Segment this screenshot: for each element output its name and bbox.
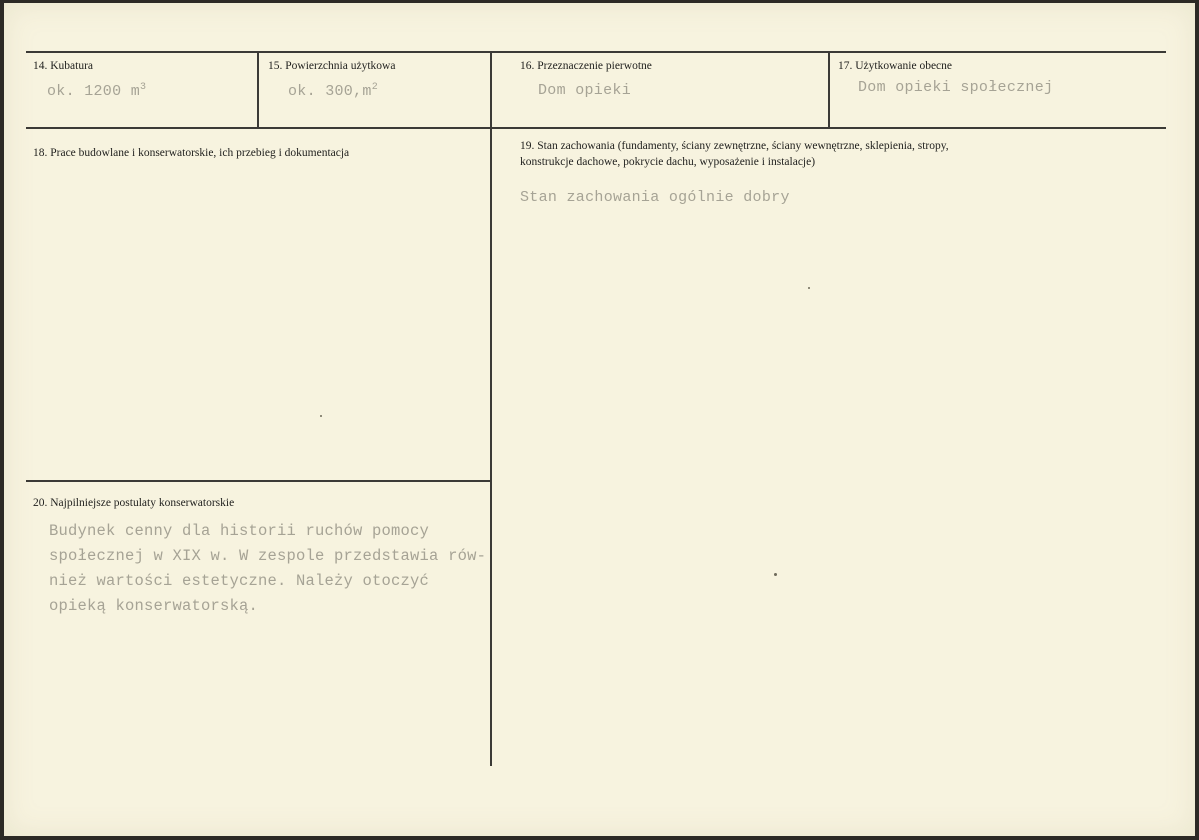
field-16-label: 16. Przeznaczenie pierwotne: [520, 60, 652, 72]
field-15-label: 15. Powierzchnia użytkowa: [268, 60, 396, 72]
section-20-line: społecznej w XIX w. W zespole przedstawia rów-: [49, 547, 487, 565]
section-20-line: nież wartości estetyczne. Należy otoczyć: [49, 572, 430, 590]
field-17-value: Dom opieki społecznej: [858, 79, 1054, 96]
section-20-line: opieką konserwatorską.: [49, 597, 259, 615]
field-16-value: Dom opieki: [538, 82, 632, 99]
divider-16-17: [828, 52, 830, 128]
paper-speck: [320, 415, 322, 417]
section-20-label: 20. Najpilniejsze postulaty konserwatorskie: [33, 497, 235, 509]
section-19-label-line1: 19. Stan zachowania (fundamenty, ściany zewnętrzne, ściany wewnętrzne, sklepienia, stropy,: [520, 140, 949, 152]
top-rule: [26, 51, 1166, 53]
section-20-rule: [26, 480, 492, 482]
header-bottom-rule: [26, 127, 1166, 129]
field-14-label: 14. Kubatura: [33, 60, 94, 72]
section-20-line: Budynek cenny dla historii ruchów pomocy: [49, 522, 430, 540]
section-18-label: 18. Prace budowlane i konserwatorskie, ich przebieg i dokumentacja: [33, 147, 350, 159]
field-15-value: ok. $300,m^2$: [288, 82, 379, 100]
inventory-card: [4, 3, 1195, 836]
field-14-value: ok. 1200 $m^3$: [47, 82, 147, 100]
section-19-value: Stan zachowania ogólnie dobry: [520, 189, 790, 206]
divider-14-15: [257, 52, 259, 128]
field-17-label: 17. Użytkowanie obecne: [838, 60, 953, 72]
paper-speck: [774, 573, 777, 576]
section-20-text: [49, 519, 486, 619]
paper-speck: [808, 287, 810, 289]
section-19-label-line2: konstrukcje dachowe, pokrycie dachu, wyposażenie i instalacje): [520, 156, 816, 168]
divider-15-16: [490, 52, 492, 766]
